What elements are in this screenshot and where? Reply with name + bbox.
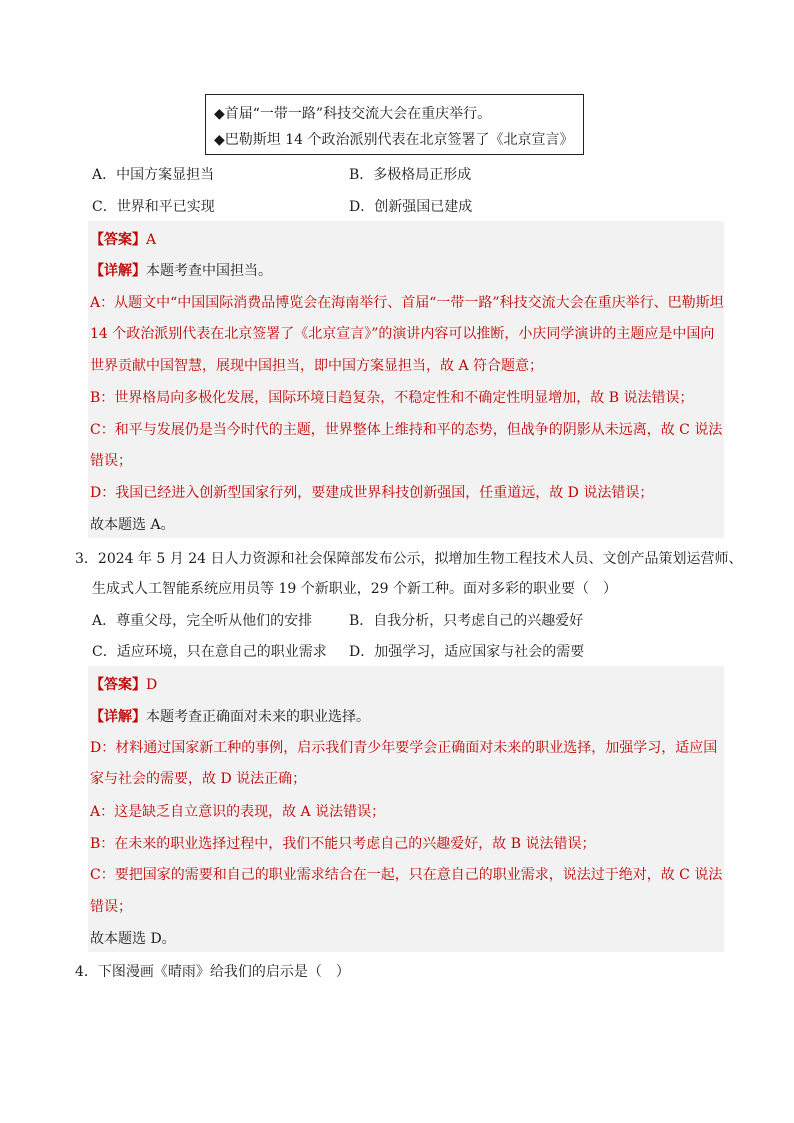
- q3-stem-line: 生成式人工智能系统应用员等 19 个新职业，29 个新工种。面对多彩的职业要（ ）: [92, 581, 617, 597]
- q3-option-b: B．自我分析，只考虑自己的兴趣爱好: [349, 613, 584, 629]
- q2-answer-block: [88, 221, 724, 538]
- detail-row: [90, 706, 370, 726]
- explanation-line: B：在未来的职业选择过程中，我们不能只考虑自己的兴趣爱好，故 B 说法错误；: [90, 836, 596, 852]
- answer-row: [90, 229, 156, 249]
- explanation-line: B：世界格局向多极化发展，国际环境日趋复杂，不稳定性和不确定性明显增加，故 B 说法错误；: [90, 390, 694, 406]
- answer-value: A: [146, 232, 157, 248]
- explanation-line: 世界贡献中国智慧，展现中国担当，即中国方案显担当，故 A 符合题意；: [90, 358, 544, 374]
- q3-option-c: C．适应环境，只在意自己的职业需求: [92, 644, 327, 660]
- explanation-line: A：这是缺乏自立意识的表现，故 A 说法错误；: [90, 804, 386, 820]
- material-line: ◆首届“一带一路”科技交流大会在重庆举行。: [214, 106, 492, 122]
- detail-intro: 本题考查中国担当。: [146, 263, 272, 279]
- explanation-line: 14 个政治派别代表在北京签署了《北京宣言》”的演讲内容可以推断，小庆同学演讲的主题应是中国向: [90, 326, 715, 342]
- q4-stem: 4．下图漫画《晴雨》给我们的启示是（ ）: [75, 964, 350, 980]
- q3-option-d: D．加强学习，适应国家与社会的需要: [349, 644, 585, 660]
- explanation-line: C：要把国家的需要和自己的职业需求结合在一起，只在意自己的职业需求，说法过于绝对，故 C 说法: [90, 867, 723, 883]
- explanation-line: 错误；: [90, 453, 132, 469]
- q2-option-d: D．创新强国已建成: [349, 199, 473, 215]
- detail-row: [90, 260, 272, 280]
- explanation-line: C：和平与发展仍是当今时代的主题，世界整体上维持和平的态势，但战争的阴影从未远离，故 C 说法: [90, 422, 723, 438]
- q3-stem-line: 3．2024 年 5 月 24 日人力资源和社会保障部发布公示，拟增加生物工程技术人员、文创产品策划运营师、: [75, 551, 743, 567]
- explanation-line: 家与社会的需要，故 D 说法正确；: [90, 771, 307, 787]
- q3-answer-block: [88, 666, 724, 952]
- explanation-line: D：我国已经进入创新型国家行列，要建成世界科技创新强国，任重道远，故 D 说法错误；: [90, 485, 654, 501]
- answer-label: 【答案】: [90, 677, 146, 693]
- detail-label: 【详解】: [90, 709, 146, 725]
- detail-label: 【详解】: [90, 263, 146, 279]
- answer-label: 【答案】: [90, 232, 146, 248]
- explanation-line: A：从题文中“中国国际消费品博览会在海南举行、首届“一带一路”科技交流大会在重庆举行、巴勒斯坦: [90, 295, 724, 311]
- q3-option-a: A．尊重父母，完全听从他们的安排: [92, 613, 313, 629]
- explanation-line: D：材料通过国家新工种的事例，启示我们青少年要学会正确面对未来的职业选择，加强学习，适应国: [90, 740, 718, 756]
- q2-option-b: B．多极格局正形成: [349, 167, 472, 183]
- explanation-line: 错误；: [90, 899, 132, 915]
- answer-value: D: [146, 677, 158, 693]
- detail-intro: 本题考查正确面对未来的职业选择。: [146, 709, 370, 725]
- material-box: [205, 94, 584, 155]
- material-line: ◆巴勒斯坦 14 个政治派别代表在北京签署了《北京宣言》: [214, 132, 574, 148]
- q2-option-a: A．中国方案显担当: [92, 167, 215, 183]
- q2-option-c: C．世界和平已实现: [92, 199, 215, 215]
- conclusion: 故本题选 D。: [90, 931, 176, 947]
- conclusion: 故本题选 A。: [90, 517, 175, 533]
- answer-row: [90, 674, 157, 694]
